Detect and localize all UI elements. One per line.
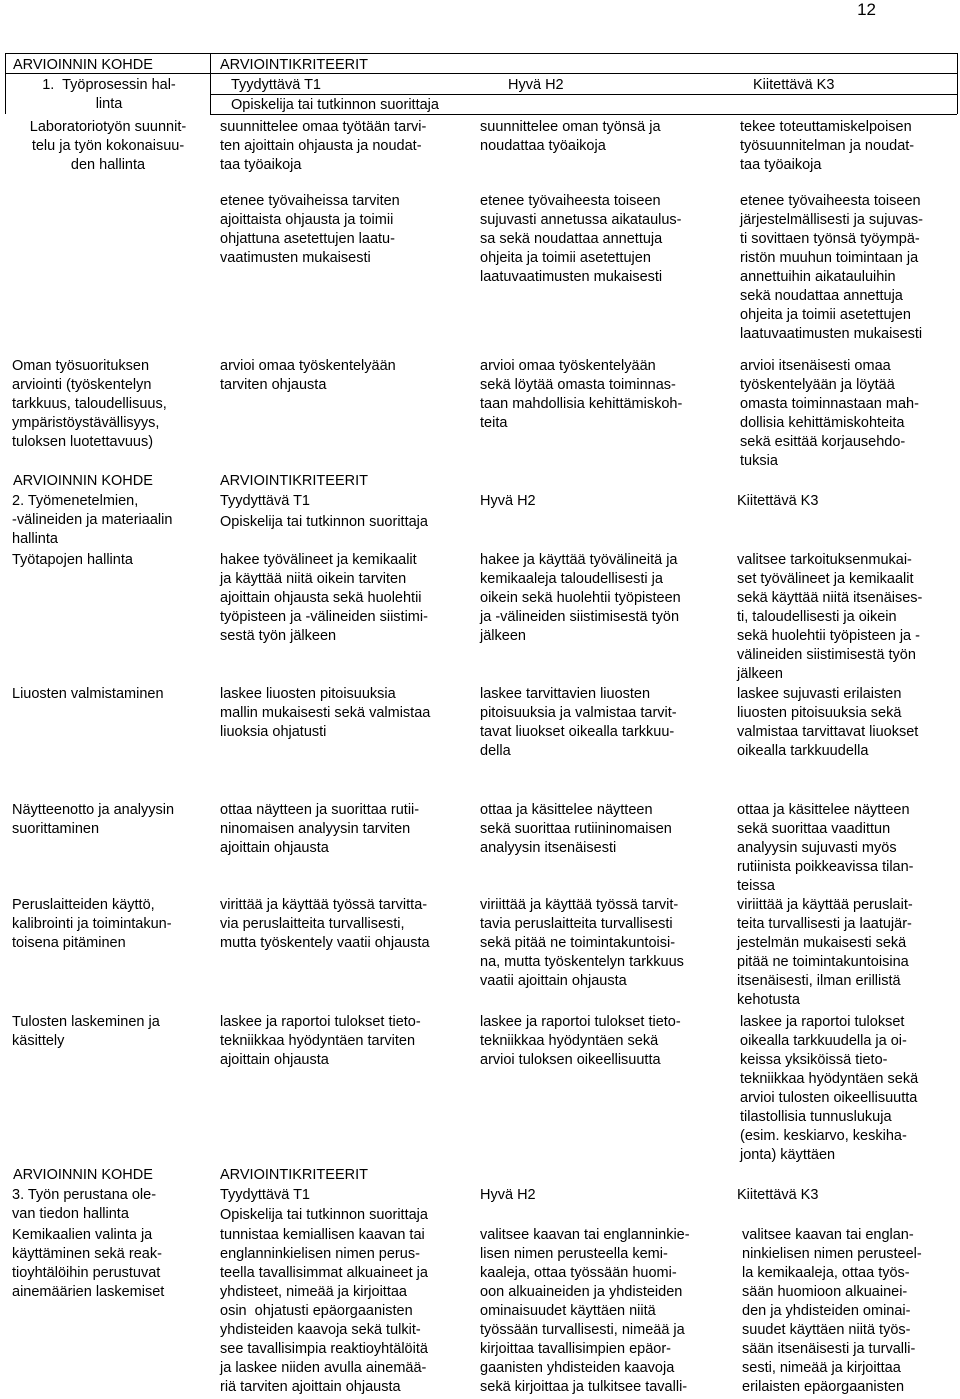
table-rule <box>5 73 957 74</box>
s2-row4-k3: viriittää ja käyttää peruslait- teita turvallisesti ja laatujär- jestelmän mukaisesti sekä pitää ne toimintakuntoisina itsenäisesti, ilman erillistä kehotusta <box>737 897 913 1008</box>
s2-row5-k3: laskee ja raportoi tulokset oikealla tarkkuudella ja oi- keissa yksiköissä tieto- tekniikkaa hyödyntäen sekä arvioi tulosten oikeellisuutta tilastollisia tunnuslukuja (esim. keskiarvo, keskiha- jonta) käyttäen <box>740 1014 919 1163</box>
s2-row2-label: Liuosten valmistaminen <box>12 686 164 702</box>
s1-header-kriteerit: ARVIOINTIKRITEERIT <box>220 57 368 73</box>
s2-row1-t1: hakee työvälineet ja kemikaalit ja käyttää niitä oikein tarviten ajoittain ohjausta sekä huolehtii työpisteen ja -välineiden siistimi- sestä työn jälkeen <box>220 552 428 644</box>
s3-row1-k3: valitsee kaavan tai englan- ninkielisen nimen perusteel- la kemikaaleja, ottaa työs- sään huomioon alkuainei- den ja yhdisteiden ominai- suudet käyttäen niitä työs- sään itsenäisesti ja turvalli- sesti, nimeää ja kirjoittaa erilaisten epäorgaanisten <box>742 1227 922 1395</box>
s2-header-kriteerit: ARVIOINTIKRITEERIT <box>220 473 368 489</box>
table-rule <box>210 53 211 114</box>
s2-row2-k3: laskee sujuvasti erilaisten liuosten pitoisuuksia sekä valmistaa tarvittavat liuokset oikealla tarkkuudella <box>737 686 919 759</box>
table-rule <box>957 53 958 114</box>
table-rule <box>210 94 957 95</box>
s1-row1-t1: suunnittelee omaa työtään tarvi- ten ajoittain ohjausta ja noudat- taa työaikoja <box>220 119 427 173</box>
s1-kohde-title: 1. Työprosessin hal- linta <box>42 77 176 112</box>
s1-grade-k3: Kiitettävä K3 <box>753 77 835 93</box>
s3-row1-h2: valitsee kaavan tai englanninkie- lisen nimen perusteella kemi- kaaleja, ottaa työssään huomi- oon alkuaineiden ja yhdisteiden ominaisuudet käyttäen niitä työssään turvallisesti, nimeää ja kirjoittaa tavallisimpien epäor- gaanisten yhdisteiden kaavoja sekä kirjoittaa ja tulkitsee tavalli- <box>480 1227 690 1395</box>
table-rule <box>5 53 6 114</box>
s2-row2-h2: laskee tarvittavien liuosten pitoisuuksia ja valmistaa tarvit- tavat liuokset oikealla tarkkuu- della <box>480 686 677 759</box>
s3-opiskelija: Opiskelija tai tutkinnon suorittaja <box>220 1207 428 1223</box>
s1-row3-h2: arvioi omaa työskentelyään sekä löytää omasta toiminnas- taan mahdollisia kehittämiskoh- teita <box>480 358 683 431</box>
s2-row5-t1: laskee ja raportoi tulokset tieto- tekniikkaa hyödyntäen tarviten ajoittain ohjausta <box>220 1014 421 1068</box>
table-rule <box>5 53 957 54</box>
s2-row3-label: Näytteenotto ja analyysin suorittaminen <box>12 802 175 837</box>
s1-grade-h2: Hyvä H2 <box>508 77 564 93</box>
s1-row3-label: Oman työsuorituksen arviointi (työskentelyn tarkkuus, taloudellisuus, ympäristöystävällisyys, tuloksen luotettavuus) <box>12 358 167 450</box>
s2-row5-label: Tulosten laskeminen ja käsittely <box>12 1014 160 1049</box>
s1-header-kohde: ARVIOINNIN KOHDE <box>13 57 153 73</box>
s2-row1-k3: valitsee tarkoituksenmukai- set työvälineet ja kemikaalit sekä käyttää niitä itsenäises- ti, taloudellisesti ja oikein sekä huolehtii työpisteen ja - välineiden siistimisestä työn jälkeen <box>737 552 923 682</box>
s1-row1-k3: tekee toteuttamiskelpoisen työsuunnitelman ja noudat- taa työaikoja <box>740 119 915 173</box>
s2-grade-h2: Hyvä H2 <box>480 493 536 509</box>
s2-header-kohde: ARVIOINNIN KOHDE <box>13 473 153 489</box>
table-rule <box>210 114 957 115</box>
s1-row2-k3: etenee työvaiheesta toiseen järjestelmällisesti ja sujuvas- ti sovittaen työnsä työympä- ristön muuhun toimintaan ja annettuihin aikatauluihin sekä noudattaa annettuja ohjeita ja toimii asetettujen laatuvaatimusten mukaisesti <box>740 193 923 342</box>
s1-row2-t1: etenee työvaiheissa tarviten ajoittaista ohjausta ja toimii ohjattuna asetettujen laatu- vaatimusten mukaisesti <box>220 193 400 266</box>
s3-grade-h2: Hyvä H2 <box>480 1187 536 1203</box>
s2-row1-label: Työtapojen hallinta <box>12 552 133 568</box>
s3-header-kohde: ARVIOINNIN KOHDE <box>13 1167 153 1183</box>
s3-header-kriteerit: ARVIOINTIKRITEERIT <box>220 1167 368 1183</box>
s2-row4-label: Peruslaitteiden käyttö, kalibrointi ja toimintakun- toisena pitäminen <box>12 897 172 951</box>
s3-kohde-title: 3. Työn perustana ole- van tiedon hallinta <box>12 1187 157 1222</box>
s3-row1-t1: tunnistaa kemiallisen kaavan tai englanninkielisen nimen perus- teella tavallisimmat alkuaineet ja yhdisteet, nimeää ja kirjoittaa osin ohjatusti epäorgaanisten yhdisteiden kaavoja sekä tulkit- see tavallisimpia reaktioyhtälöitä ja laskee niiden avulla ainemää- riä tarviten ajoittain ohjausta <box>220 1227 428 1395</box>
s2-row3-k3: ottaa ja käsittelee näytteen sekä suorittaa vaadittun analyysin sujuvasti myös rutiinista poikkeavissa tilan- teissa <box>737 802 914 894</box>
s2-row1-h2: hakee ja käyttää työvälineitä ja kemikaaleja taloudellisesti ja oikein sekä huolehtii työpisteen ja -välineiden siistimisestä työn jälkeen <box>480 552 681 644</box>
s1-row3-t1: arvioi omaa työskentelyään tarviten ohjausta <box>220 358 396 393</box>
s3-row1-label: Kemikaalien valinta ja käyttäminen sekä reak- tioyhtälöihin perustuvat ainemäärien laskemiset <box>12 1227 165 1300</box>
s1-grade-t1: Tyydyttävä T1 <box>231 77 321 93</box>
s1-opiskelija: Opiskelija tai tutkinnon suorittaja <box>231 97 439 113</box>
s3-grade-k3: Kiitettävä K3 <box>737 1187 819 1203</box>
s3-grade-t1: Tyydyttävä T1 <box>220 1187 310 1203</box>
s2-row5-h2: laskee ja raportoi tulokset tieto- tekniikkaa hyödyntäen sekä arvioi tuloksen oikeellisuutta <box>480 1014 681 1068</box>
s2-opiskelija: Opiskelija tai tutkinnon suorittaja <box>220 514 428 530</box>
s2-row3-h2: ottaa ja käsittelee näytteen sekä suorittaa rutiininomaisen analyysin itsenäisesti <box>480 802 672 856</box>
s2-row4-h2: viriittää ja käyttää työssä tarvit- tavia peruslaitteita turvallisesti sekä pitää ne toimintakuntoisi- na, mutta työskentelyn tarkkuus vaatii ajoittain ohjausta <box>480 897 684 989</box>
s1-row1-label: Laboratoriotyön suunnit- telu ja työn kokonaisuu- den hallinta <box>29 119 187 173</box>
s2-grade-k3: Kiitettävä K3 <box>737 493 819 509</box>
page-number: 12 <box>857 0 876 19</box>
s2-kohde-title: 2. Työmenetelmien, -välineiden ja materiaalin hallinta <box>12 493 173 547</box>
s2-row2-t1: laskee liuosten pitoisuuksia mallin mukaisesti sekä valmistaa liuoksia ohjatusti <box>220 686 431 740</box>
s1-row2-h2: etenee työvaiheesta toiseen sujuvasti annetussa aikataulus- sa sekä noudattaa annettuja ohjeita ja toimii asetettujen laatuvaatimusten mukaisesti <box>480 193 682 285</box>
s2-row3-t1: ottaa näytteen ja suorittaa rutii- ninomaisen analyysin tarviten ajoittain ohjausta <box>220 802 420 856</box>
s1-row3-k3: arvioi itsenäisesti omaa työskentelyään ja löytää omasta toiminnastaan mah- dollisia kehittämiskohteita sekä esittää korjausehdo- tuksia <box>740 358 919 469</box>
s1-row1-h2: suunnittelee oman työnsä ja noudattaa työaikoja <box>480 119 661 154</box>
s2-grade-t1: Tyydyttävä T1 <box>220 493 310 509</box>
s2-row4-t1: virittää ja käyttää työssä tarvitta- via peruslaitteita turvallisesti, mutta työskentely vaatii ohjausta <box>220 897 430 951</box>
